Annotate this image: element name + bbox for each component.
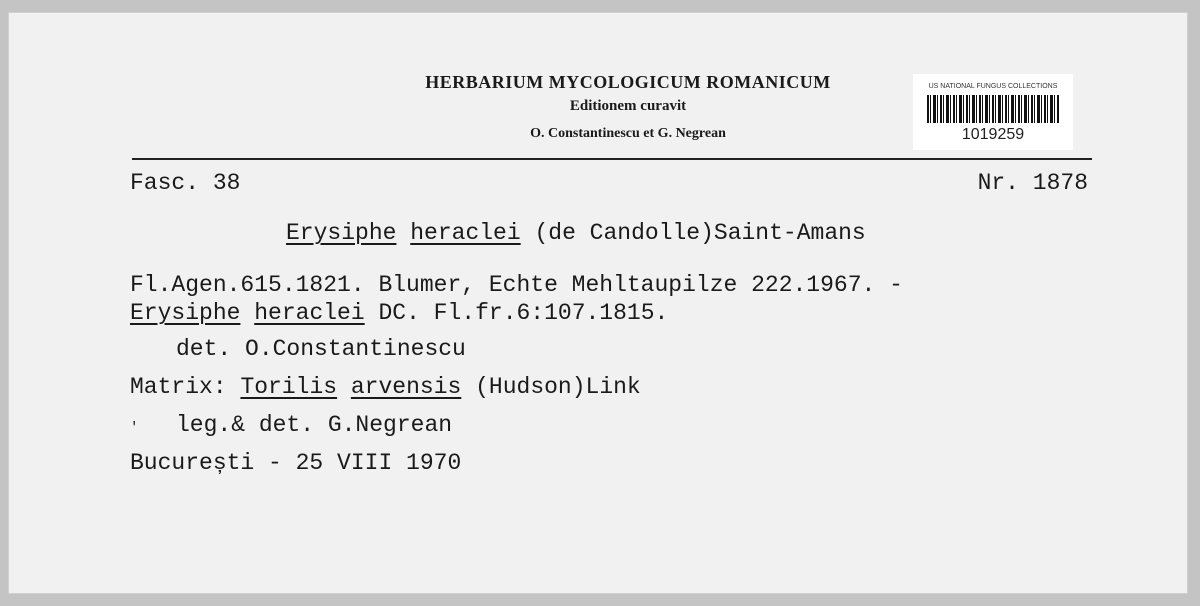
reference-line-2 bbox=[130, 302, 668, 325]
species-name bbox=[286, 222, 866, 245]
herbarium-title: HERBARIUM MYCOLOGICUM ROMANICUM bbox=[425, 72, 831, 92]
barcode-caption: US NATIONAL FUNGUS COLLECTIONS bbox=[928, 83, 1058, 90]
barcode-number: 1019259 bbox=[961, 126, 1025, 143]
species-authority: (de Candolle)Saint-Amans bbox=[534, 220, 866, 246]
header-divider bbox=[132, 158, 1092, 160]
host-authority: (Hudson)Link bbox=[475, 374, 641, 400]
determination: det. O.Constantinescu bbox=[176, 336, 466, 362]
matrix-label: Matrix: bbox=[130, 374, 227, 400]
host-epithet: arvensis bbox=[350, 374, 462, 400]
synonym-citation: DC. Fl.fr.6:107.1815. bbox=[378, 300, 669, 326]
barcode-label bbox=[913, 74, 1073, 150]
barcode-icon bbox=[927, 95, 1059, 123]
specimen-number: Nr. 1878 bbox=[977, 170, 1088, 196]
reference-line-1: Fl.Agen.615.1821. Blumer, Echte Mehltaupilze 222.1967. - bbox=[130, 272, 903, 298]
herbarium-label bbox=[8, 12, 1188, 594]
collector: leg.& det. G.Negrean bbox=[176, 412, 453, 438]
locality-date: București - 25 VIII 1970 bbox=[130, 450, 462, 476]
editor-caption: Editionem curavit bbox=[569, 98, 687, 114]
ink-mark: ' bbox=[130, 420, 139, 436]
fascicle-number: Fasc. 38 bbox=[130, 170, 241, 196]
species-genus: Erysiphe bbox=[286, 220, 397, 246]
matrix-line bbox=[130, 376, 641, 399]
synonym-genus: Erysiphe bbox=[130, 300, 241, 326]
species-epithet: heraclei bbox=[410, 220, 521, 246]
host-genus: Torilis bbox=[240, 374, 338, 400]
synonym-epithet: heraclei bbox=[254, 300, 365, 326]
editors: O. Constantinescu et G. Negrean bbox=[530, 126, 726, 141]
